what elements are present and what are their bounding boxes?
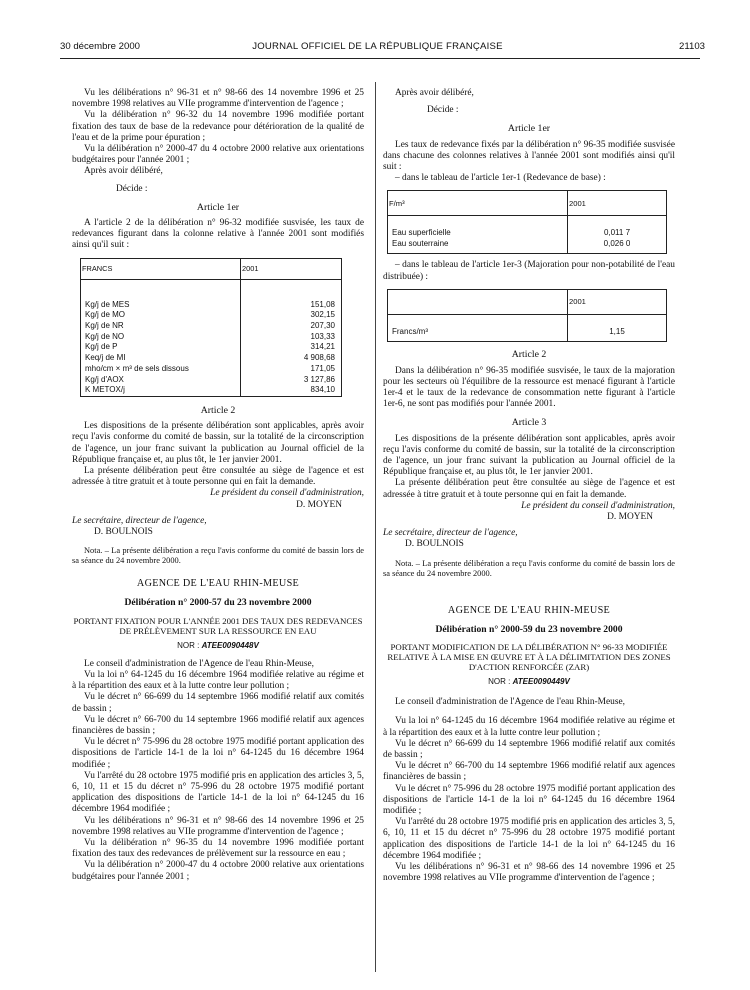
table-label: mho/cm × m³ de sels dissous (85, 363, 189, 373)
table-header-year: 2001 (241, 258, 342, 279)
page-number: 21103 (679, 41, 705, 52)
table-header-year: 2001 (568, 191, 667, 216)
left-column (72, 88, 364, 883)
deliberation-object: PORTANT MODIFICATION DE LA DÉLIBÉRATION N° 96-33 MODIFIÉE RELATIVE À LA MISE EN ŒUVRE ET À LA DÉLIMITATION DES ZONES D'ACTION RENFORCÉE (ZAR) (387, 641, 671, 672)
article-heading: Article 2 (200, 404, 236, 416)
table-value: 171,05 (310, 363, 335, 373)
nor-reference (72, 640, 364, 651)
article-heading: Article 1er (196, 201, 240, 213)
president-name: D. MOYEN (296, 499, 342, 510)
nor-reference (383, 676, 675, 687)
table-label: Keq/j de MI (85, 353, 126, 363)
table-values-cell (241, 279, 342, 396)
nor-code: ATEE0090448V (201, 640, 259, 650)
table-label: Kg/j de MO (85, 310, 126, 320)
base-rate-table (387, 190, 667, 254)
deliberation-title: Délibération n° 2000-59 du 23 novembre 2000 (435, 623, 623, 635)
table-label: K METOX/j (85, 385, 125, 395)
redevance-table (80, 258, 342, 397)
visa-paragraph: Après avoir délibéré, (84, 166, 163, 177)
table-values-cell (568, 314, 667, 342)
table-value: 834,10 (310, 385, 335, 395)
article-text: Les dispositions de la présente délibération sont applicables, après avoir reçu l'avis conforme du comité de bassin, sur la totalité de la circonscription de l'agence, un jour franc suivant la publication au Journal officiel de la République française et, au plus tôt, le 1er janvier 2001. (72, 421, 364, 465)
nota-text: Nota. – La présente délibération a reçu l'avis conforme du comité de bassin lors de sa séance du 24 novembre 2000. (383, 558, 675, 578)
table-value: 4 908,68 (303, 353, 335, 363)
secretaire-name: D. BOULNOIS (94, 527, 153, 537)
table-value: 0,026 0 (603, 238, 631, 248)
table-values-cell (568, 216, 667, 254)
decide-heading: Décide : (427, 105, 459, 116)
header-rule (60, 58, 700, 59)
article-text: La présente délibération peut être consultée au siège de l'agence et est adressée à titre gratuit et à toute personne qui en fait la demande. (383, 478, 675, 500)
visa-paragraph: Vu le décret n° 66-700 du 14 septembre 1966 modifié relatif aux agences financières de bassin ; (72, 714, 364, 737)
bullet-text: – dans le tableau de l'article 1er-3 (Majoration pour non-potabilité de l'eau distribuée) : (383, 260, 675, 282)
visa-paragraph: Vu les délibérations n° 96-31 et n° 98-66 des 14 novembre 1996 et 25 novembre 1998 relatives au VIIe programme d'intervention de l'agence ; (72, 88, 364, 110)
table-labels-cell (388, 314, 568, 342)
table-value: 3 127,86 (303, 374, 335, 384)
secretaire-title: Le secrétaire, directeur de l'agence, (72, 515, 207, 526)
visa-paragraph: Vu le décret n° 66-699 du 14 septembre 1966 modifié relatif aux comités de bassin ; (72, 692, 364, 714)
agency-heading: AGENCE DE L'EAU RHIN-MEUSE (447, 604, 611, 616)
deliberation-title: Délibération n° 2000-57 du 23 novembre 2000 (124, 597, 312, 609)
article-heading: Article 2 (511, 349, 547, 361)
article-heading: Article 1er (507, 123, 551, 135)
article-text: Les dispositions de la présente délibération sont applicables, après avoir reçu l'avis conforme du comité de bassin, sur la totalité de la circonscription de l'agence, un jour franc suivant la publication au Journal officiel de la République française et, au plus tôt, le 1er janvier 2001. (383, 433, 675, 478)
table-label: Kg/j de P (85, 342, 118, 352)
visa-paragraph: Le conseil d'administration de l'Agence de l'eau Rhin-Meuse, (84, 658, 314, 669)
visa-paragraph: Vu la loi n° 64-1245 du 16 décembre 1964 modifiée relative au régime et à la répartition des eaux et à la lutte contre leur pollution ; (72, 670, 364, 692)
visa-paragraph: Vu l'arrêté du 28 octobre 1975 modifié pris en application des articles 3, 5, 6, 10, 11 et 15 du décret n° 75-996 du 28 octobre 1975 modifié portant application des dispositions de l'article 14-1 de la loi n° 64-1245 du 16 décembre 1964 modifiée ; (72, 770, 364, 815)
table-value: 302,15 (310, 310, 335, 320)
table-label: Francs/m³ (392, 326, 428, 336)
page-header (50, 41, 705, 55)
table-header-year: 2001 (568, 289, 667, 314)
article-text: La présente délibération peut être consultée au siège de l'agence et est adressée à titre gratuit et à toute personne qui en fait la demande. (72, 465, 364, 488)
table-header-empty (388, 289, 568, 314)
table-label: Eau souterraine (392, 238, 449, 248)
table-label: Kg/j de MES (85, 299, 130, 309)
nor-code: ATEE0090449V (512, 676, 570, 686)
table-label: Kg/j de NO (85, 331, 125, 341)
visa-paragraph: Vu le décret n° 75-996 du 28 octobre 1975 modifié portant application des dispositions de l'article 14-1 de la loi n° 64-1245 du 16 décembre 1964 modifiée ; (383, 783, 675, 817)
table-label: Eau superficielle (392, 228, 451, 238)
agency-heading: AGENCE DE L'EAU RHIN-MEUSE (136, 578, 300, 590)
journal-title: JOURNAL OFFICIEL DE LA RÉPUBLIQUE FRANÇAISE (252, 41, 503, 52)
article-text: A l'article 2 de la délibération n° 96-32 modifiée susvisée, les taux de redevances figurant dans la colonne relative à l'année 2001 sont modifiés ainsi qu'il suit : (72, 218, 364, 251)
article-heading: Article 3 (511, 417, 547, 429)
president-name: D. MOYEN (607, 511, 653, 522)
president-title: Le président du conseil d'administration, (210, 488, 364, 499)
visa-paragraph: Vu la délibération n° 2000-47 du 4 octobre 2000 relative aux orientations budgétaires pour l'année 2001 ; (72, 144, 364, 166)
visa-paragraph: Vu l'arrêté du 28 octobre 1975 modifié pris en application des articles 3, 5, 6, 10, 11 et 15 du décret n° 75-996 du 28 octobre 1975 modifié portant application des dispositions de l'article 14-1 de la loi n° 64-1245 du 16 décembre 1964 modifiée ; (383, 817, 675, 861)
header-date: 30 décembre 2000 (60, 41, 141, 52)
table-value: 314,21 (310, 342, 335, 352)
visa-paragraph: Vu le décret n° 75-996 du 28 octobre 1975 modifié portant application des dispositions de l'article 14-1 de la loi n° 64-1245 du 16 décembre 1964 modifiée ; (72, 737, 364, 770)
apres-deliberation: Après avoir délibéré, (395, 88, 474, 98)
deliberation-object: PORTANT FIXATION POUR L'ANNÉE 2001 DES TAUX DES REDEVANCES DE PRÉLÈVEMENT SUR LA RESSOURCE EN EAU (73, 615, 363, 636)
table-header-francs: FRANCS (81, 258, 241, 279)
president-title: Le président du conseil d'administration, (521, 500, 675, 511)
column-divider (375, 82, 376, 972)
visa-paragraph: Vu le décret n° 66-700 du 14 septembre 1966 modifié relatif aux agences financières de bassin ; (383, 761, 675, 783)
table-header-unit: F/m³ (388, 191, 568, 216)
visa-paragraph: Vu les délibérations n° 96-31 et n° 98-66 des 14 novembre 1996 et 25 novembre 1998 relatives au VIIe programme d'intervention de l'agence ; (72, 815, 364, 837)
table-labels-cell (388, 216, 568, 254)
article-text: Dans la délibération n° 96-35 modifiée susvisée, le taux de la majoration pour les secteurs où l'équilibre de la ressource est menacé figurant à l'article 1er-4 et le taux de la redevance de consommation nette figurant à l'article 1er-6, ne sont pas modifiés pour l'année 2001. (383, 365, 675, 410)
table-labels-cell (81, 279, 241, 396)
secretaire-title: Le secrétaire, directeur de l'agence, (383, 528, 518, 539)
table-label: Kg/j de NR (85, 321, 124, 331)
bullet-text: – dans le tableau de l'article 1er-1 (Redevance de base) : (395, 173, 606, 184)
nota-text: Nota. – La présente délibération a reçu l'avis conforme du comité de bassin lors de sa séance du 24 novembre 2000. (72, 546, 364, 566)
visa-paragraph: Vu la loi n° 64-1245 du 16 décembre 1964 modifiée relative au régime et à la répartition des eaux et à la lutte contre leur pollution ; (383, 716, 675, 738)
visa-paragraph: Le conseil d'administration de l'Agence de l'eau Rhin-Meuse, (395, 697, 625, 708)
visa-paragraph: Vu les délibérations n° 96-31 et n° 98-66 des 14 novembre 1996 et 25 novembre 1998 relatives au VIIe programme d'intervention de l'agence ; (383, 862, 675, 884)
table-value: 103,33 (310, 331, 335, 341)
table-value: 1,15 (609, 326, 625, 336)
visa-paragraph: Vu la délibération n° 96-35 du 14 novembre 1996 modifiée portant fixation des taux des redevances de prélèvement sur la ressource en eau ; (72, 838, 364, 860)
nor-label: NOR : (488, 676, 511, 686)
secretaire-name: D. BOULNOIS (405, 539, 464, 550)
decide-heading: Décide : (116, 183, 148, 194)
visa-paragraph: Vu le décret n° 66-699 du 14 septembre 1966 modifié relatif aux comités de bassin ; (383, 738, 675, 760)
table-value: 0,011 7 (603, 228, 631, 238)
table-label: Kg/j d'AOX (85, 374, 124, 384)
right-column (383, 88, 675, 884)
nor-label: NOR : (177, 640, 200, 650)
surcharge-table (387, 289, 667, 343)
visa-paragraph: Vu la délibération n° 96-32 du 14 novembre 1996 modifiée portant fixation des taux de base de la redevance pour détérioration de la qualité de l'eau et de la prime pour épuration ; (72, 110, 364, 143)
table-value: 151,08 (310, 299, 335, 309)
table-value: 207,30 (310, 321, 335, 331)
article-text: Les taux de redevance fixés par la délibération n° 96-35 modifiée susvisée dans chacune des colonnes relatives à l'année 2001 sont modifiés ainsi qu'il suit : (383, 139, 675, 173)
visa-paragraph: Vu la délibération n° 2000-47 du 4 octobre 2000 relative aux orientations budgétaires pour l'année 2001 ; (72, 860, 364, 882)
